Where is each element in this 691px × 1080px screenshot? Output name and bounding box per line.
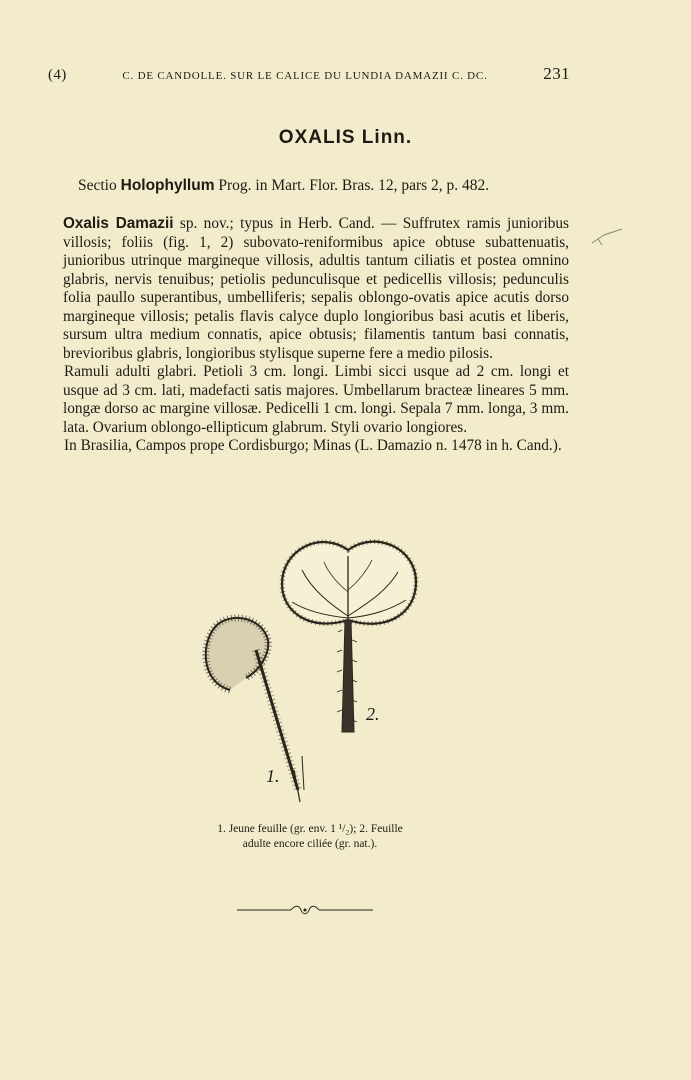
figure-label-2: 2. bbox=[366, 704, 380, 724]
running-title: C. DE CANDOLLE. SUR LE CALICE DU LUNDIA DAMAZII C. DC. bbox=[122, 70, 488, 82]
caption-line-1: 1. Jeune feuille (gr. env. 1 ¹/₂); 2. Feuille bbox=[217, 823, 403, 835]
diagnosis-paragraph bbox=[63, 215, 569, 363]
caption-line-2: adulte encore ciliée (gr. nat.). bbox=[242, 838, 378, 850]
page-number: 231 bbox=[543, 64, 570, 83]
measurements-paragraph: Ramuli adulti glabri. Petioli 3 cm. longi. Limbi sicci usque ad 2 cm. longi et usque ad 3 cm. lati, madefacti satis majores. Umbellarum bracteæ lineares 5 mm. longæ dorso ac margine villosæ. Pedicelli 1 cm. longi. Sepala 7 mm. longa, 3 mm. lata. Ovarium oblongo-ellipticum glabrum. Styli ovario longiores. bbox=[63, 363, 569, 436]
adult-leaf-drawing bbox=[282, 542, 416, 732]
figure-label-1: 1. bbox=[266, 766, 280, 786]
margin-pencil-mark bbox=[590, 225, 624, 249]
page-number-left: (4) bbox=[48, 67, 67, 83]
young-leaf-drawing bbox=[206, 618, 304, 802]
sectio-name: Holophyllum bbox=[120, 177, 215, 194]
sectio-prefix: Sectio bbox=[78, 177, 117, 194]
species-name: Oxalis Damazii bbox=[63, 215, 174, 232]
sectio-line bbox=[78, 177, 578, 195]
leaf-illustration bbox=[190, 520, 450, 820]
species-description bbox=[63, 215, 569, 456]
locality-paragraph: In Brasilia, Campos prope Cordisburgo; Minas (L. Damazio n. 1478 in h. Cand.). bbox=[64, 437, 562, 454]
sectio-reference: Prog. in Mart. Flor. Bras. 12, pars 2, p. 482. bbox=[218, 177, 490, 194]
end-ornament bbox=[235, 903, 375, 917]
figure-caption bbox=[150, 822, 470, 852]
diagnosis-text: sp. nov.; typus in Herb. Cand. — Suffrutex ramis junioribus villosis; foliis (fig. 1, 2) subovato-reniformibus apice obtuse subattenuatis, junioribus utrinque margineque villosis, adultis tantum ciliatis et postea omnino glabris, nervis tenuibus; petiolis pedunculisque et pedicellis villosis; pedunculis folia paullo superantibus, umbelliferis; sepalis oblongo-ovatis apice acutis dorso margineque villosis; petalis flavis calyce duplo longioribus basi acutis et liberis, sursum ultra medium connatis, apice obtusis; filamentis tantum basi connatis, brevioribus glabris, longioribus stylisque superne fere a medio pilosis. bbox=[63, 215, 570, 362]
section-title: OXALIS Linn. bbox=[278, 127, 413, 148]
running-header bbox=[48, 64, 570, 84]
